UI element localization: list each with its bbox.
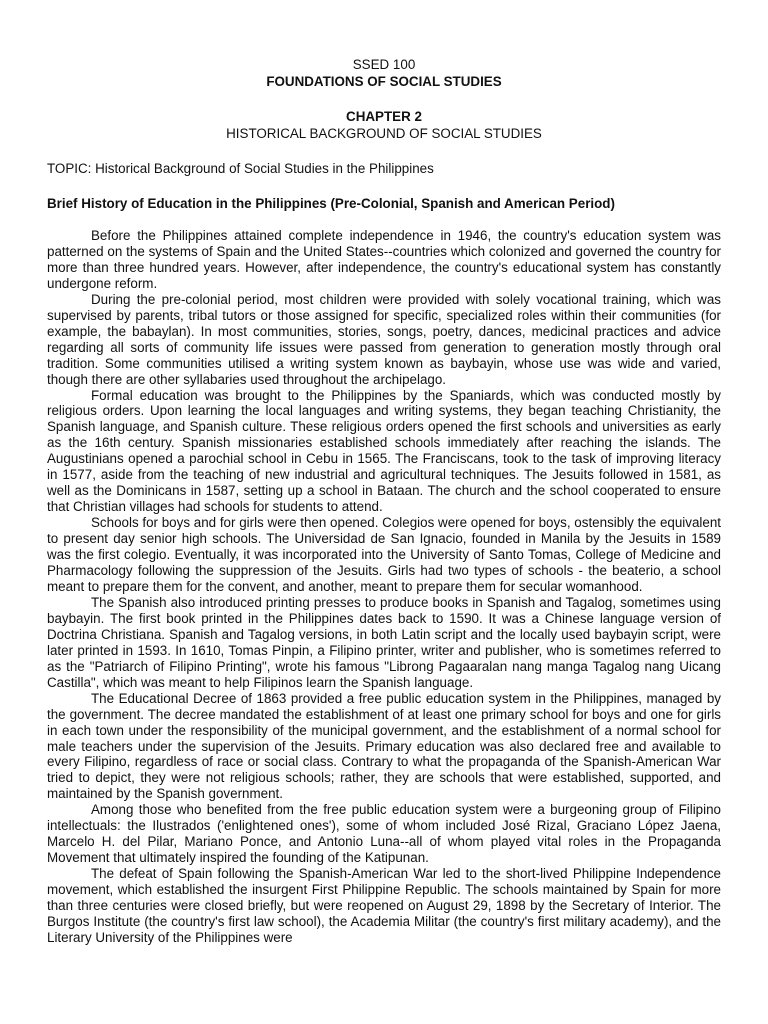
paragraph: The Educational Decree of 1863 provided a free public education system in the Philippines, managed by the government. The decree mandated the establishment of at least one primary school for boys and one for girls in each town under the responsibility of the municipal government, and the establishment of a normal school for male teachers under the supervision of the Jesuits. Primary education was also declared free and available to every Filipino, regardless of race or social class. Contrary to what the propaganda of the Spanish-American War tried to depict, they were not religious schools; rather, they are schools that were established, supported, and maintained by the Spanish government. — [47, 690, 721, 802]
body-text — [47, 228, 721, 946]
paragraph: Among those who benefited from the free public education system were a burgeoning group of Filipino intellectuals: the Ilustrados ('enlightened ones'), some of whom included José Rizal, Graciano López Jaena, Marcelo H. del Pilar, Mariano Ponce, and Antonio Luna--all of whom played vital roles in the Propaganda Movement that ultimately inspired the founding of the Katipunan. — [47, 802, 721, 866]
paragraph: Schools for boys and for girls were then opened. Colegios were opened for boys, ostensibly the equivalent to present day senior high schools. The Universidad de San Ignacio, founded in Manila by the Jesuits in 1589 was the first colegio. Eventually, it was incorporated into the University of Santo Tomas, College of Medicine and Pharmacology following the suppression of the Jesuits. Girls had two types of schools - the beaterio, a school meant to prepare them for the convent, and another, meant to prepare them for secular womanhood. — [47, 515, 721, 594]
paragraph: Before the Philippines attained complete independence in 1946, the country's education system was patterned on the systems of Spain and the United States--countries which colonized and governed the country for more than three hundred years. However, after independence, the country's educational system has constantly undergone reform. — [47, 228, 721, 291]
chapter-title: HISTORICAL BACKGROUND OF SOCIAL STUDIES — [226, 126, 542, 141]
paragraph: The Spanish also introduced printing presses to produce books in Spanish and Tagalog, sometimes using baybayin. The first book printed in the Philippines dates back to 1590. It was a Chinese language version of Doctrina Christiana. Spanish and Tagalog versions, in both Latin script and the locally used baybayin script, were later printed in 1593. In 1610, Tomas Pinpin, a Filipino printer, writer and publisher, who is sometimes referred to as the "Patriarch of Filipino Printing", wrote his famous "Librong Pagaaralan nang manga Tagalog nang Uicang Castilla", which was meant to help Filipinos learn the Spanish language. — [47, 594, 721, 690]
paragraph: Formal education was brought to the Philippines by the Spaniards, which was conducted mostly by religious orders. Upon learning the local languages and writing systems, they began teaching Christianity, the Spanish language, and Spanish culture. These religious orders opened the first schools and universities as early as the 16th century. Spanish missionaries established schools immediately after reaching the islands. The Augustinians opened a parochial school in Cebu in 1565. The Franciscans, took to the task of improving literacy in 1577, aside from the teaching of new industrial and agricultural techniques. The Jesuits followed in 1581, as well as the Dominicans in 1587, setting up a school in Bataan. The church and the school cooperated to ensure that Christian villages had schools for students to attend. — [47, 387, 721, 515]
paragraph: The defeat of Spain following the Spanish-American War led to the short-lived Philippine Independence movement, which established the insurgent First Philippine Republic. The schools maintained by Spain for more than three centuries were closed briefly, but were reopened on August 29, 1898 by the Secretary of Interior. The Burgos Institute (the country's first law school), the Academia Militar (the country's first military academy), and the Literary University of the Philippines were — [47, 866, 721, 945]
chapter-number: CHAPTER 2 — [346, 109, 422, 124]
course-code: SSED 100 — [352, 57, 416, 72]
topic-line: TOPIC: Historical Background of Social Studies in the Philippines — [47, 161, 434, 176]
paragraph: During the pre-colonial period, most children were provided with solely vocational training, which was supervised by parents, tribal tutors or those assigned for specific, specialized roles within their communities (for example, the babaylan). In most communities, stories, songs, poetry, dances, medicinal practices and advice regarding all sorts of community life issues were passed from generation to generation mostly through oral tradition. Some communities utilised a writing system known as baybayin, whose use was wide and varied, though there are other syllabaries used throughout the archipelago. — [47, 291, 721, 387]
section-heading: Brief History of Education in the Philippines (Pre-Colonial, Spanish and American Period) — [47, 196, 615, 211]
document-header — [47, 56, 721, 142]
course-title: FOUNDATIONS OF SOCIAL STUDIES — [266, 74, 502, 89]
